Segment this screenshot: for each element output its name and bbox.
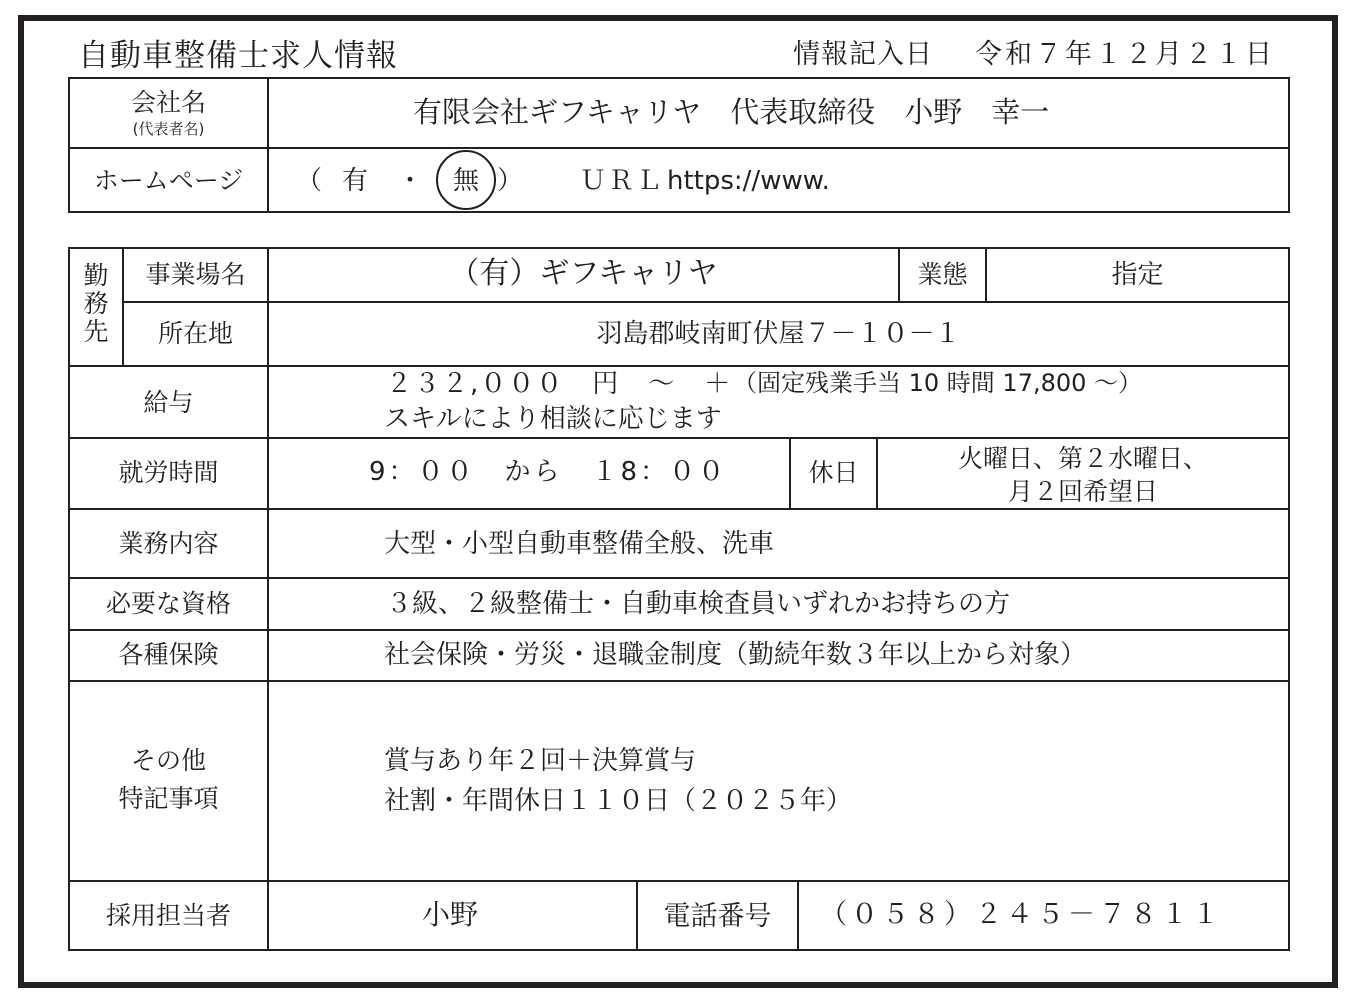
homepage-open-paren: （ [296, 166, 323, 196]
qualifications-value: ３級、２級整備士・自動車検査員いずれかお持ちの方 [386, 589, 1011, 619]
qualifications-label: 必要な資格 [105, 589, 231, 618]
info-date-label: 情報記入日 [793, 39, 933, 70]
homepage-label: ホームページ [93, 166, 244, 195]
phone-value: （０５８）２４５－７８１１ [820, 899, 1223, 930]
company-name-value: 有限会社ギフキャリヤ 代表取締役 小野 幸一 [413, 95, 1050, 129]
business-type-value: 指定 [1111, 260, 1164, 290]
info-date-value: 令和７年１２月２１日 [975, 39, 1275, 70]
homepage-option-yes: 有 [342, 166, 369, 196]
address-label: 所在地 [157, 319, 233, 348]
homepage-option-no: 無 [453, 166, 480, 196]
working-hours-value: 9：００ から １8：００ [369, 457, 728, 487]
address-value: 羽島郡岐南町伏屋７－１０－１ [596, 319, 961, 349]
salary-negotiation-note: スキルにより相談に応じます [384, 404, 722, 434]
company-name-sublabel: (代表者名) [132, 120, 205, 138]
company-name-label: 会社名 [130, 88, 206, 117]
working-hours-label: 就労時間 [118, 458, 219, 487]
other-label-line-1: その他 [130, 746, 206, 775]
salary-amount: ２３２,０００ 円 ～ ＋ [386, 369, 733, 399]
recruiter-value: 小野 [422, 898, 479, 931]
other-label-line-2: 特記事項 [118, 784, 219, 813]
workplace-section-label: 勤務先 [83, 261, 109, 346]
salary-label: 給与 [143, 388, 194, 417]
holiday-line-2: 月２回希望日 [1007, 477, 1158, 506]
insurance-value: 社会保険・労災・退職金制度（勤続年数３年以上から対象） [384, 640, 1087, 670]
salary-note: （固定残業手当 10 時間 17,800 ～） [733, 369, 1143, 397]
office-name-value: （有）ギフキャリヤ [449, 256, 718, 291]
selection-circle [436, 150, 496, 210]
homepage-option-separator: ・ [397, 166, 424, 196]
url-value: https://www. [667, 166, 830, 196]
recruiter-label: 採用担当者 [105, 901, 231, 930]
phone-label: 電話番号 [663, 901, 772, 932]
url-label: ＵＲＬ [580, 166, 665, 196]
holiday-line-1: 火曜日、第２水曜日、 [957, 444, 1208, 473]
duties-label: 業務内容 [118, 529, 219, 558]
other-line-2: 社割・年間休日１１０日（２０２５年） [384, 786, 853, 816]
holiday-label: 休日 [808, 458, 859, 487]
document-title: 自動車整備士求人情報 [78, 38, 398, 74]
office-name-label: 事業場名 [145, 260, 246, 289]
other-line-1: 賞与あり年２回＋決算賞与 [384, 746, 697, 776]
homepage-close-paren: ） [497, 166, 524, 196]
insurance-label: 各種保険 [118, 640, 219, 669]
duties-value: 大型・小型自動車整備全般、洗車 [384, 529, 775, 559]
business-type-label: 業態 [917, 260, 968, 289]
